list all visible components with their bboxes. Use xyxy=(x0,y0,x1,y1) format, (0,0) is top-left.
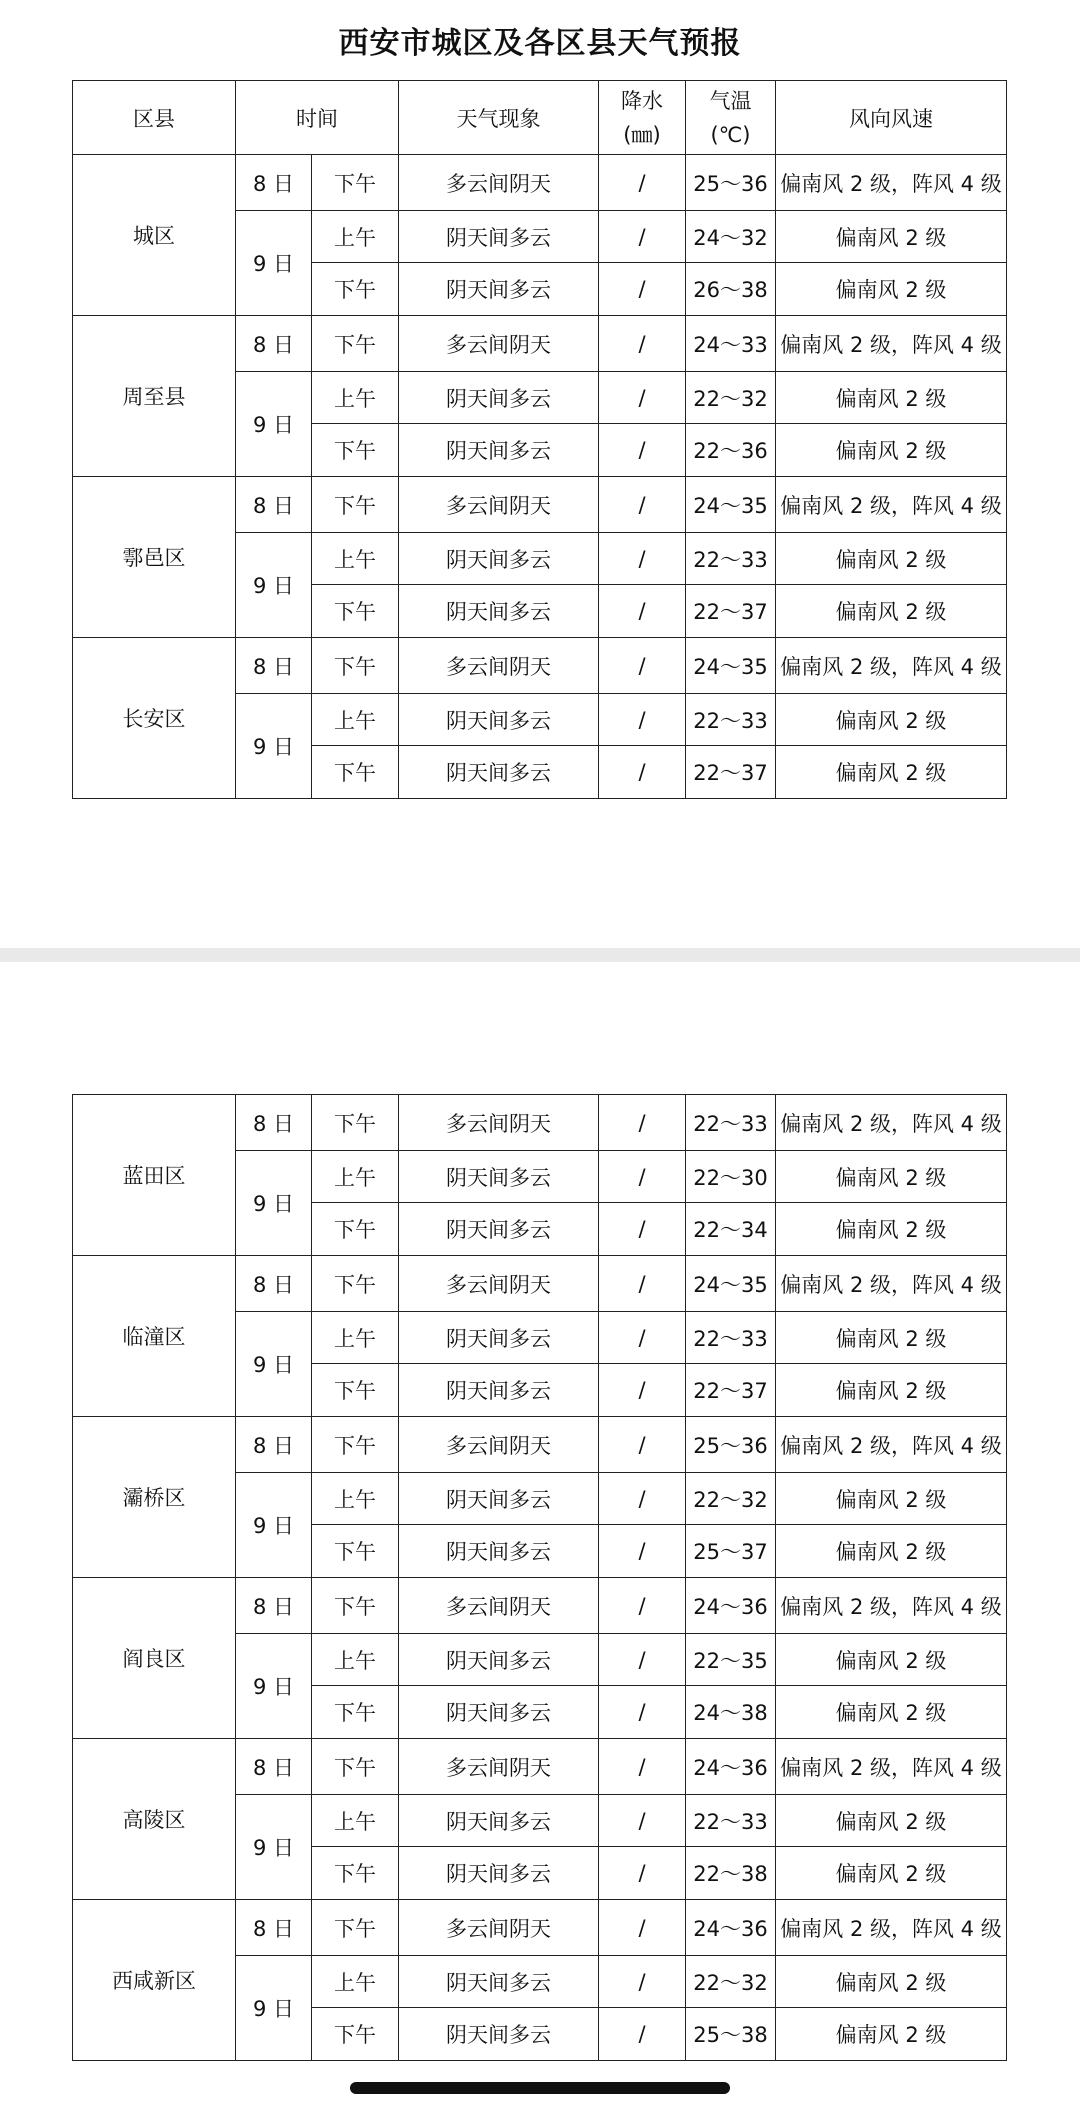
wind-cell: 偏南风 2 级，阵风 4 级 xyxy=(776,1900,1007,1956)
weather-cell: 多云间阴天 xyxy=(399,155,599,211)
table-row xyxy=(73,1095,1007,1151)
precip-cell: / xyxy=(599,424,686,477)
precip-cell: / xyxy=(599,1151,686,1203)
page-title: 西安市城区及各区县天气预报 xyxy=(338,26,742,61)
temp-cell: 22～32 xyxy=(686,1473,776,1525)
wind-cell: 偏南风 2 级 xyxy=(776,746,1007,799)
weather-cell: 阴天间多云 xyxy=(399,1847,599,1900)
temp-cell: 24～36 xyxy=(686,1739,776,1795)
period-cell: 上午 xyxy=(312,1312,399,1364)
precip-cell: / xyxy=(599,746,686,799)
date-cell: 8 日 xyxy=(236,1578,312,1634)
weather-cell: 阴天间多云 xyxy=(399,746,599,799)
period-cell: 上午 xyxy=(312,694,399,746)
weather-cell: 多云间阴天 xyxy=(399,1578,599,1634)
forecast-table-1-body xyxy=(73,81,1007,799)
wind-cell: 偏南风 2 级 xyxy=(776,1473,1007,1525)
precip-cell: / xyxy=(599,2008,686,2061)
district-name: 周至县 xyxy=(73,316,236,477)
period-cell: 上午 xyxy=(312,1956,399,2008)
period-cell: 下午 xyxy=(312,2008,399,2061)
forecast-table-2 xyxy=(72,1094,1007,2061)
precip-cell: / xyxy=(599,1525,686,1578)
weather-cell: 阴天间多云 xyxy=(399,1795,599,1847)
temp-cell: 22～37 xyxy=(686,1364,776,1417)
precip-cell: / xyxy=(599,694,686,746)
period-cell: 下午 xyxy=(312,1900,399,1956)
table-row xyxy=(73,1739,1007,1795)
precip-cell: / xyxy=(599,211,686,263)
wind-cell: 偏南风 2 级 xyxy=(776,1686,1007,1739)
temp-cell: 26～38 xyxy=(686,263,776,316)
document-page-1 xyxy=(0,0,1080,948)
period-cell: 上午 xyxy=(312,211,399,263)
date-cell: 8 日 xyxy=(236,1900,312,1956)
period-cell: 下午 xyxy=(312,1203,399,1256)
period-cell: 上午 xyxy=(312,1473,399,1525)
wind-cell: 偏南风 2 级 xyxy=(776,1312,1007,1364)
wind-cell: 偏南风 2 级，阵风 4 级 xyxy=(776,1256,1007,1312)
weather-cell: 阴天间多云 xyxy=(399,1525,599,1578)
weather-cell: 阴天间多云 xyxy=(399,2008,599,2061)
temp-cell: 25～36 xyxy=(686,1417,776,1473)
temp-cell: 22～33 xyxy=(686,694,776,746)
date-cell: 9 日 xyxy=(236,1956,312,2061)
wind-cell: 偏南风 2 级 xyxy=(776,533,1007,585)
header-temp xyxy=(686,81,776,155)
wind-cell: 偏南风 2 级 xyxy=(776,1956,1007,2008)
date-cell: 9 日 xyxy=(236,372,312,477)
weather-cell: 阴天间多云 xyxy=(399,372,599,424)
precip-cell: / xyxy=(599,316,686,372)
temp-cell: 24～36 xyxy=(686,1578,776,1634)
table-row xyxy=(73,316,1007,372)
weather-cell: 阴天间多云 xyxy=(399,694,599,746)
precip-cell: / xyxy=(599,263,686,316)
table-row xyxy=(73,1578,1007,1634)
wind-cell: 偏南风 2 级 xyxy=(776,372,1007,424)
district-name: 长安区 xyxy=(73,638,236,799)
period-cell: 下午 xyxy=(312,1417,399,1473)
temp-cell: 24～32 xyxy=(686,211,776,263)
wind-cell: 偏南风 2 级 xyxy=(776,1203,1007,1256)
table-row xyxy=(73,1900,1007,1956)
date-cell: 8 日 xyxy=(236,1256,312,1312)
table-header-row xyxy=(73,81,1007,155)
precip-cell: / xyxy=(599,638,686,694)
wind-cell: 偏南风 2 级 xyxy=(776,263,1007,316)
precip-cell: / xyxy=(599,533,686,585)
precip-cell: / xyxy=(599,1956,686,2008)
temp-cell: 22～33 xyxy=(686,533,776,585)
temp-cell: 22～33 xyxy=(686,1095,776,1151)
table-row xyxy=(73,477,1007,533)
precip-cell: / xyxy=(599,1203,686,1256)
district-name: 阎良区 xyxy=(73,1578,236,1739)
precip-cell: / xyxy=(599,1364,686,1417)
date-cell: 9 日 xyxy=(236,211,312,316)
period-cell: 上午 xyxy=(312,1795,399,1847)
precip-cell: / xyxy=(599,585,686,638)
wind-cell: 偏南风 2 级 xyxy=(776,1847,1007,1900)
weather-cell: 多云间阴天 xyxy=(399,316,599,372)
wind-cell: 偏南风 2 级，阵风 4 级 xyxy=(776,638,1007,694)
period-cell: 下午 xyxy=(312,585,399,638)
precip-cell: / xyxy=(599,372,686,424)
wind-cell: 偏南风 2 级 xyxy=(776,2008,1007,2061)
weather-cell: 多云间阴天 xyxy=(399,1739,599,1795)
weather-cell: 阴天间多云 xyxy=(399,1312,599,1364)
wind-cell: 偏南风 2 级，阵风 4 级 xyxy=(776,1417,1007,1473)
precip-cell: / xyxy=(599,1739,686,1795)
weather-cell: 多云间阴天 xyxy=(399,638,599,694)
home-indicator[interactable] xyxy=(350,2082,730,2094)
date-cell: 8 日 xyxy=(236,1739,312,1795)
weather-cell: 多云间阴天 xyxy=(399,477,599,533)
header-precip xyxy=(599,81,686,155)
temp-cell: 22～32 xyxy=(686,372,776,424)
period-cell: 上午 xyxy=(312,1151,399,1203)
date-cell: 9 日 xyxy=(236,1151,312,1256)
table-row xyxy=(73,1417,1007,1473)
period-cell: 下午 xyxy=(312,477,399,533)
temp-cell: 25～38 xyxy=(686,2008,776,2061)
temp-cell: 22～37 xyxy=(686,585,776,638)
period-cell: 上午 xyxy=(312,372,399,424)
date-cell: 9 日 xyxy=(236,1634,312,1739)
document-page-2 xyxy=(0,962,1080,2107)
date-cell: 9 日 xyxy=(236,694,312,799)
district-name: 城区 xyxy=(73,155,236,316)
period-cell: 下午 xyxy=(312,1847,399,1900)
district-name: 西咸新区 xyxy=(73,1900,236,2061)
weather-cell: 阴天间多云 xyxy=(399,585,599,638)
precip-cell: / xyxy=(599,1847,686,1900)
weather-cell: 阴天间多云 xyxy=(399,1956,599,2008)
district-name: 蓝田区 xyxy=(73,1095,236,1256)
wind-cell: 偏南风 2 级 xyxy=(776,1151,1007,1203)
temp-cell: 24～35 xyxy=(686,1256,776,1312)
wind-cell: 偏南风 2 级，阵风 4 级 xyxy=(776,477,1007,533)
period-cell: 下午 xyxy=(312,316,399,372)
weather-cell: 阴天间多云 xyxy=(399,263,599,316)
temp-cell: 24～36 xyxy=(686,1900,776,1956)
temp-cell: 22～30 xyxy=(686,1151,776,1203)
weather-cell: 阴天间多云 xyxy=(399,533,599,585)
table-row xyxy=(73,638,1007,694)
precip-cell: / xyxy=(599,477,686,533)
wind-cell: 偏南风 2 级 xyxy=(776,1525,1007,1578)
weather-cell: 阴天间多云 xyxy=(399,1634,599,1686)
weather-cell: 阴天间多云 xyxy=(399,424,599,477)
temp-cell: 24～35 xyxy=(686,477,776,533)
header-precip-label: 降水 xyxy=(621,88,663,113)
weather-cell: 阴天间多云 xyxy=(399,1473,599,1525)
temp-cell: 22～33 xyxy=(686,1312,776,1364)
header-time: 时间 xyxy=(236,81,399,155)
precip-cell: / xyxy=(599,1578,686,1634)
precip-cell: / xyxy=(599,1473,686,1525)
weather-cell: 阴天间多云 xyxy=(399,1151,599,1203)
period-cell: 下午 xyxy=(312,1256,399,1312)
temp-cell: 25～36 xyxy=(686,155,776,211)
wind-cell: 偏南风 2 级 xyxy=(776,1634,1007,1686)
district-name: 高陵区 xyxy=(73,1739,236,1900)
weather-cell: 多云间阴天 xyxy=(399,1417,599,1473)
precip-cell: / xyxy=(599,1417,686,1473)
date-cell: 9 日 xyxy=(236,1312,312,1417)
temp-cell: 22～38 xyxy=(686,1847,776,1900)
wind-cell: 偏南风 2 级，阵风 4 级 xyxy=(776,1095,1007,1151)
weather-cell: 阴天间多云 xyxy=(399,1364,599,1417)
wind-cell: 偏南风 2 级 xyxy=(776,211,1007,263)
date-cell: 8 日 xyxy=(236,1095,312,1151)
period-cell: 下午 xyxy=(312,1525,399,1578)
date-cell: 8 日 xyxy=(236,477,312,533)
period-cell: 下午 xyxy=(312,155,399,211)
period-cell: 下午 xyxy=(312,1364,399,1417)
temp-cell: 24～35 xyxy=(686,638,776,694)
temp-cell: 22～35 xyxy=(686,1634,776,1686)
precip-cell: / xyxy=(599,1795,686,1847)
precip-cell: / xyxy=(599,1686,686,1739)
period-cell: 下午 xyxy=(312,1095,399,1151)
wind-cell: 偏南风 2 级 xyxy=(776,424,1007,477)
temp-cell: 22～34 xyxy=(686,1203,776,1256)
date-cell: 8 日 xyxy=(236,155,312,211)
period-cell: 下午 xyxy=(312,263,399,316)
wind-cell: 偏南风 2 级 xyxy=(776,694,1007,746)
header-district: 区县 xyxy=(73,81,236,155)
wind-cell: 偏南风 2 级，阵风 4 级 xyxy=(776,316,1007,372)
period-cell: 上午 xyxy=(312,533,399,585)
weather-cell: 多云间阴天 xyxy=(399,1095,599,1151)
period-cell: 下午 xyxy=(312,746,399,799)
temp-cell: 24～38 xyxy=(686,1686,776,1739)
precip-cell: / xyxy=(599,1900,686,1956)
wind-cell: 偏南风 2 级 xyxy=(776,1795,1007,1847)
wind-cell: 偏南风 2 级 xyxy=(776,1364,1007,1417)
header-temp-label: 气温 xyxy=(709,88,752,113)
date-cell: 9 日 xyxy=(236,533,312,638)
forecast-table-2-body xyxy=(73,1095,1007,2061)
period-cell: 下午 xyxy=(312,424,399,477)
header-weather: 天气现象 xyxy=(399,81,599,155)
temp-cell: 22～33 xyxy=(686,1795,776,1847)
weather-cell: 阴天间多云 xyxy=(399,1203,599,1256)
temp-cell: 22～36 xyxy=(686,424,776,477)
date-cell: 8 日 xyxy=(236,638,312,694)
precip-cell: / xyxy=(599,1095,686,1151)
period-cell: 下午 xyxy=(312,1578,399,1634)
date-cell: 9 日 xyxy=(236,1473,312,1578)
wind-cell: 偏南风 2 级，阵风 4 级 xyxy=(776,1578,1007,1634)
temp-cell: 25～37 xyxy=(686,1525,776,1578)
period-cell: 下午 xyxy=(312,638,399,694)
header-temp-unit: (℃) xyxy=(710,122,751,147)
header-wind: 风向风速 xyxy=(776,81,1007,155)
precip-cell: / xyxy=(599,1634,686,1686)
precip-cell: / xyxy=(599,1256,686,1312)
precip-cell: / xyxy=(599,1312,686,1364)
district-name: 灞桥区 xyxy=(73,1417,236,1578)
weather-cell: 阴天间多云 xyxy=(399,1686,599,1739)
precip-cell: / xyxy=(599,155,686,211)
forecast-table-1 xyxy=(72,80,1007,799)
district-name: 鄠邑区 xyxy=(73,477,236,638)
wind-cell: 偏南风 2 级，阵风 4 级 xyxy=(776,1739,1007,1795)
date-cell: 8 日 xyxy=(236,1417,312,1473)
wind-cell: 偏南风 2 级 xyxy=(776,585,1007,638)
district-name: 临潼区 xyxy=(73,1256,236,1417)
weather-cell: 多云间阴天 xyxy=(399,1900,599,1956)
temp-cell: 22～32 xyxy=(686,1956,776,2008)
period-cell: 下午 xyxy=(312,1686,399,1739)
date-cell: 8 日 xyxy=(236,316,312,372)
table-row xyxy=(73,1256,1007,1312)
period-cell: 下午 xyxy=(312,1739,399,1795)
temp-cell: 22～37 xyxy=(686,746,776,799)
weather-cell: 阴天间多云 xyxy=(399,211,599,263)
temp-cell: 24～33 xyxy=(686,316,776,372)
date-cell: 9 日 xyxy=(236,1795,312,1900)
weather-cell: 多云间阴天 xyxy=(399,1256,599,1312)
header-precip-unit: (㎜) xyxy=(623,122,661,147)
wind-cell: 偏南风 2 级，阵风 4 级 xyxy=(776,155,1007,211)
period-cell: 上午 xyxy=(312,1634,399,1686)
table-row xyxy=(73,155,1007,211)
